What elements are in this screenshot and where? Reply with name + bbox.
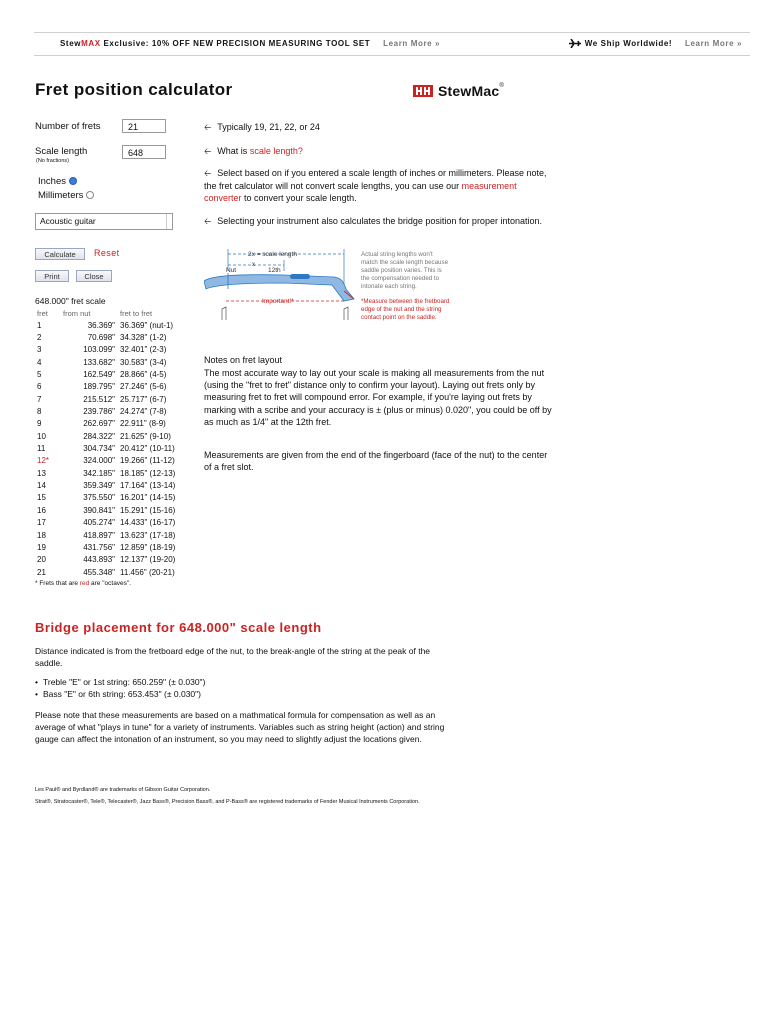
reset-link[interactable]: Reset: [94, 248, 120, 258]
table-row: [37, 331, 175, 343]
fret-number: 19: [37, 542, 46, 552]
from-nut-value: 359.349": [83, 481, 115, 491]
from-nut-value: 36.369": [87, 320, 115, 330]
millimeters-label: Millimeters: [38, 190, 84, 201]
fret-to-fret-value: 19.266" (11-12): [120, 456, 175, 466]
measurement-converter-link[interactable]: measurement converter: [204, 180, 517, 203]
fret-to-fret-value: 32.401" (2-3): [120, 345, 167, 355]
from-nut-value: 103.099": [83, 345, 115, 355]
arrow-left-icon: 🡠: [204, 168, 212, 178]
table-row: [37, 492, 175, 504]
ship-worldwide-text: We Ship Worldwide!: [584, 39, 673, 48]
table-row: [37, 418, 175, 430]
from-nut-value: 215.512": [83, 394, 115, 404]
table-row: [37, 455, 175, 467]
scale-note: 🡠 What is scale length?: [204, 146, 303, 156]
frets-label: Number of frets: [35, 121, 101, 132]
table-row: [37, 442, 175, 454]
table-row: [37, 541, 175, 553]
scale-length-input[interactable]: 648: [122, 145, 166, 159]
fret-number: 20: [37, 555, 46, 565]
from-nut-value: 189.795": [83, 382, 115, 392]
diagram-saddle-marker: [344, 307, 348, 320]
table-row: [37, 368, 175, 380]
units-note: 🡠 Select based on if you entered a scale length of inches or millimeters. Please note, the fret calculator will not convert scale lengths, you can use our measurement converter to convert your scale length.: [204, 168, 547, 203]
diagram-nut-marker: [222, 307, 226, 320]
table-row: [37, 566, 175, 578]
diagram-important-label: Important!*: [262, 298, 294, 305]
fret-to-fret-value: 12.137" (19-20): [120, 555, 176, 565]
from-nut-value: 443.893": [83, 555, 115, 565]
fret-number: 1: [37, 320, 42, 330]
fret-number: 2: [37, 333, 42, 343]
scale-length-label: Scale length: [35, 146, 88, 157]
diagram-nut-label: Nut: [226, 267, 237, 274]
table-row: [37, 479, 175, 491]
millimeters-option[interactable]: [38, 190, 94, 201]
shipping-info: [569, 39, 742, 48]
fret-to-fret-value: 24.274" (7-8): [120, 407, 167, 417]
diagram-x-label: x: [252, 262, 255, 268]
fret-to-fret-value: 14.433" (16-17): [120, 518, 176, 528]
fret-to-fret-value: 21.625" (9-10): [120, 431, 171, 441]
no-fractions-note: (No fractions): [36, 158, 70, 164]
fret-number: 10: [37, 431, 46, 441]
svg-text:Actual string lengths won't: Actual string lengths won't: [361, 251, 433, 258]
table-row: [37, 504, 175, 516]
bridge-placement-heading: Bridge placement for 648.000" scale length: [35, 620, 322, 635]
fret-to-fret-value: 36.369" (nut-1): [120, 320, 174, 330]
inches-radio[interactable]: [69, 177, 77, 185]
fret-layout-heading: Notes on fret layout: [204, 355, 283, 365]
fret-to-fret-value: 28.866" (4-5): [120, 370, 167, 380]
gibson-trademark: Les Paul® and Byrdland® are trademarks of Gibson Guitar Corporation.: [35, 787, 211, 793]
from-nut-value: 239.786": [83, 407, 115, 417]
from-nut-value: 405.274": [83, 518, 115, 528]
arrow-left-icon: 🡠: [204, 216, 212, 226]
svg-text:match the scale length because: match the scale length because: [361, 259, 449, 266]
fret-to-fret-value: 18.185" (12-13): [120, 468, 176, 478]
fret-number: 3: [37, 345, 42, 355]
fret-measure-paragraph: Measurements are given from the end of the fingerboard (face of the nut) to the center of a fret slot.: [204, 450, 548, 473]
arrow-left-icon: 🡠: [204, 146, 212, 156]
bridge-note: Please note that these measurements are based on a mathmatical formula for compensation as well as an average of what "plays in tune" for a variety of instruments. Variables such as string height (action) and string gauge can affect the intonation of an instrument, so you may need to slightly adjust the locations given.: [35, 710, 445, 744]
frets-note: 🡠 Typically 19, 21, 22, or 24: [204, 122, 320, 132]
svg-text:*Measure between the fretboard: *Measure between the fretboard: [361, 298, 450, 305]
table-row: [37, 554, 175, 566]
fret-layout-paragraph: The most accurate way to lay out your scale is making all measurements from the nut (using the "fret to fret" distance only to confirm your layout). Laying out frets only by measuring fret to fret will compound error. For example, if you're laying out frets by marking with a scribe and your accuracy is ± (plus or minus) 0.020", you could be off by as much as 1/4" at the 12th fret.: [204, 368, 552, 427]
header-from-nut: from nut: [63, 309, 91, 318]
fret-to-fret-value: 15.291" (15-16): [120, 505, 176, 515]
fret-to-fret-value: 17.164" (13-14): [120, 481, 176, 491]
frets-input[interactable]: 21: [122, 119, 166, 133]
fret-number: 12*: [37, 456, 50, 466]
svg-text:contact point on the saddle.: contact point on the saddle.: [361, 314, 437, 321]
fret-to-fret-value: 34.328" (1-2): [120, 333, 167, 343]
table-row: [37, 381, 175, 393]
fret-number: 8: [37, 407, 42, 417]
header-fret: fret: [37, 309, 48, 318]
fret-to-fret-value: 11.456" (20-21): [120, 567, 175, 577]
table-row: [37, 517, 175, 529]
instrument-note: 🡠 Selecting your instrument also calculates the bridge position for proper intonation.: [204, 216, 542, 226]
svg-text:intonate each string.: intonate each string.: [361, 283, 417, 290]
bridge-intro: Distance indicated is from the fretboard edge of the nut, to the break-angle of the string at the peak of the saddle.: [35, 646, 431, 668]
page-title: Fret position calculator: [35, 80, 233, 99]
promo-learn-more-link[interactable]: Learn More »: [383, 39, 441, 48]
fret-number: 17: [37, 518, 46, 528]
from-nut-value: 262.697": [83, 419, 115, 429]
calculate-button[interactable]: Calculate: [35, 248, 85, 260]
logo-text: StewMac®: [438, 83, 504, 99]
table-row: [37, 405, 175, 417]
diagram-scale-label: 2x = scale length: [248, 251, 297, 258]
ship-learn-more-link[interactable]: Learn More »: [685, 39, 742, 48]
octave-footnote: * Frets that are red are "octaves".: [35, 580, 132, 587]
from-nut-value: 390.841": [83, 505, 115, 515]
promo-text: [60, 39, 440, 48]
scale-length-link[interactable]: scale length?: [249, 146, 303, 156]
fret-to-fret-value: 22.911" (8-9): [120, 419, 166, 429]
table-row: [37, 529, 175, 541]
from-nut-value: 324.000": [83, 456, 115, 466]
bass-string-position: • Bass "E" or 6th string: 653.453" (± 0.030"): [35, 688, 205, 700]
fret-to-fret-value: 27.246" (5-6): [120, 382, 167, 392]
fret-table-header: [37, 308, 175, 319]
close-button[interactable]: Close: [76, 270, 112, 282]
stewmac-logo-mark-icon: [413, 85, 433, 97]
guitar-neck-illustration: [204, 273, 354, 301]
fret-number: 4: [37, 357, 42, 367]
airplane-icon: [569, 39, 581, 48]
from-nut-value: 455.348": [83, 567, 115, 577]
scale-length-diagram: [204, 245, 494, 325]
arrow-left-icon: 🡠: [204, 122, 212, 132]
promo-brand-max: MAX: [81, 39, 101, 48]
svg-text:the compensation needed to: the compensation needed to: [361, 275, 440, 282]
table-row: [37, 430, 175, 442]
fret-number: 18: [37, 530, 46, 540]
select-handle: [166, 214, 172, 229]
fret-scale-title: 648.000" fret scale: [35, 296, 106, 306]
fret-number: 16: [37, 505, 46, 515]
print-button[interactable]: Print: [35, 270, 69, 282]
fret-table: [37, 308, 175, 578]
from-nut-value: 342.185": [83, 468, 115, 478]
fender-trademark: Strat®, Stratocaster®, Tele®, Telecaster®, Jazz Bass®, Precision Bass®, and P-Bass® are registered trademarks of Fender Musical Instruments Corporation.: [35, 799, 420, 805]
stewmac-logo[interactable]: [413, 83, 504, 99]
promo-offer: Exclusive: 10% OFF NEW PRECISION MEASURING TOOL SET: [100, 39, 371, 48]
fret-to-fret-value: 25.717" (6-7): [120, 394, 167, 404]
promo-bar: [34, 32, 750, 56]
svg-text:saddle position varies. This i: saddle position varies. This is: [361, 267, 442, 274]
fret-number: 7: [37, 394, 42, 404]
bridge-positions-list: [35, 676, 205, 700]
fret-number: 11: [37, 444, 46, 454]
fret-to-fret-value: 30.583" (3-4): [120, 357, 167, 367]
fret-to-fret-value: 20.412" (10-11): [120, 444, 175, 454]
table-row: [37, 356, 175, 368]
instrument-selected: Acoustic guitar: [40, 216, 96, 226]
from-nut-value: 431.756": [83, 542, 115, 552]
inches-label: Inches: [38, 176, 66, 187]
fret-to-fret-value: 13.623" (17-18): [120, 530, 176, 540]
treble-string-position: • Treble "E" or 1st string: 650.259" (± 0.030"): [35, 676, 205, 688]
fret-number: 6: [37, 382, 42, 392]
table-row: [37, 393, 175, 405]
fret-number: 21: [37, 567, 46, 577]
diagram-measure-note: [361, 298, 450, 321]
millimeters-radio[interactable]: [86, 191, 94, 199]
fret-number: 15: [37, 493, 46, 503]
fret-number: 13: [37, 468, 46, 478]
inches-option[interactable]: [38, 176, 77, 187]
instrument-select[interactable]: [35, 213, 173, 230]
fret-number: 5: [37, 370, 42, 380]
from-nut-value: 304.734": [83, 444, 115, 454]
diagram-note: [361, 251, 449, 290]
table-row: [37, 467, 175, 479]
svg-text:edge of the nut and the strin: edge of the nut and the string: [361, 306, 442, 313]
from-nut-value: 133.682": [83, 357, 115, 367]
table-row: [37, 319, 175, 331]
fret-number: 14: [37, 481, 46, 491]
from-nut-value: 418.897": [83, 530, 115, 540]
fret-to-fret-value: 12.859" (18-19): [120, 542, 176, 552]
fret-to-fret-value: 16.201" (14-15): [120, 493, 176, 503]
from-nut-value: 284.322": [83, 431, 115, 441]
header-fret-to-fret: fret to fret: [120, 309, 153, 318]
fret-number: 9: [37, 419, 42, 429]
from-nut-value: 375.550": [83, 493, 115, 503]
table-row: [37, 344, 175, 356]
diagram-12th-label: 12th: [268, 267, 281, 274]
promo-brand-stew: Stew: [60, 39, 82, 48]
from-nut-value: 70.698": [87, 333, 115, 343]
from-nut-value: 162.549": [83, 370, 115, 380]
